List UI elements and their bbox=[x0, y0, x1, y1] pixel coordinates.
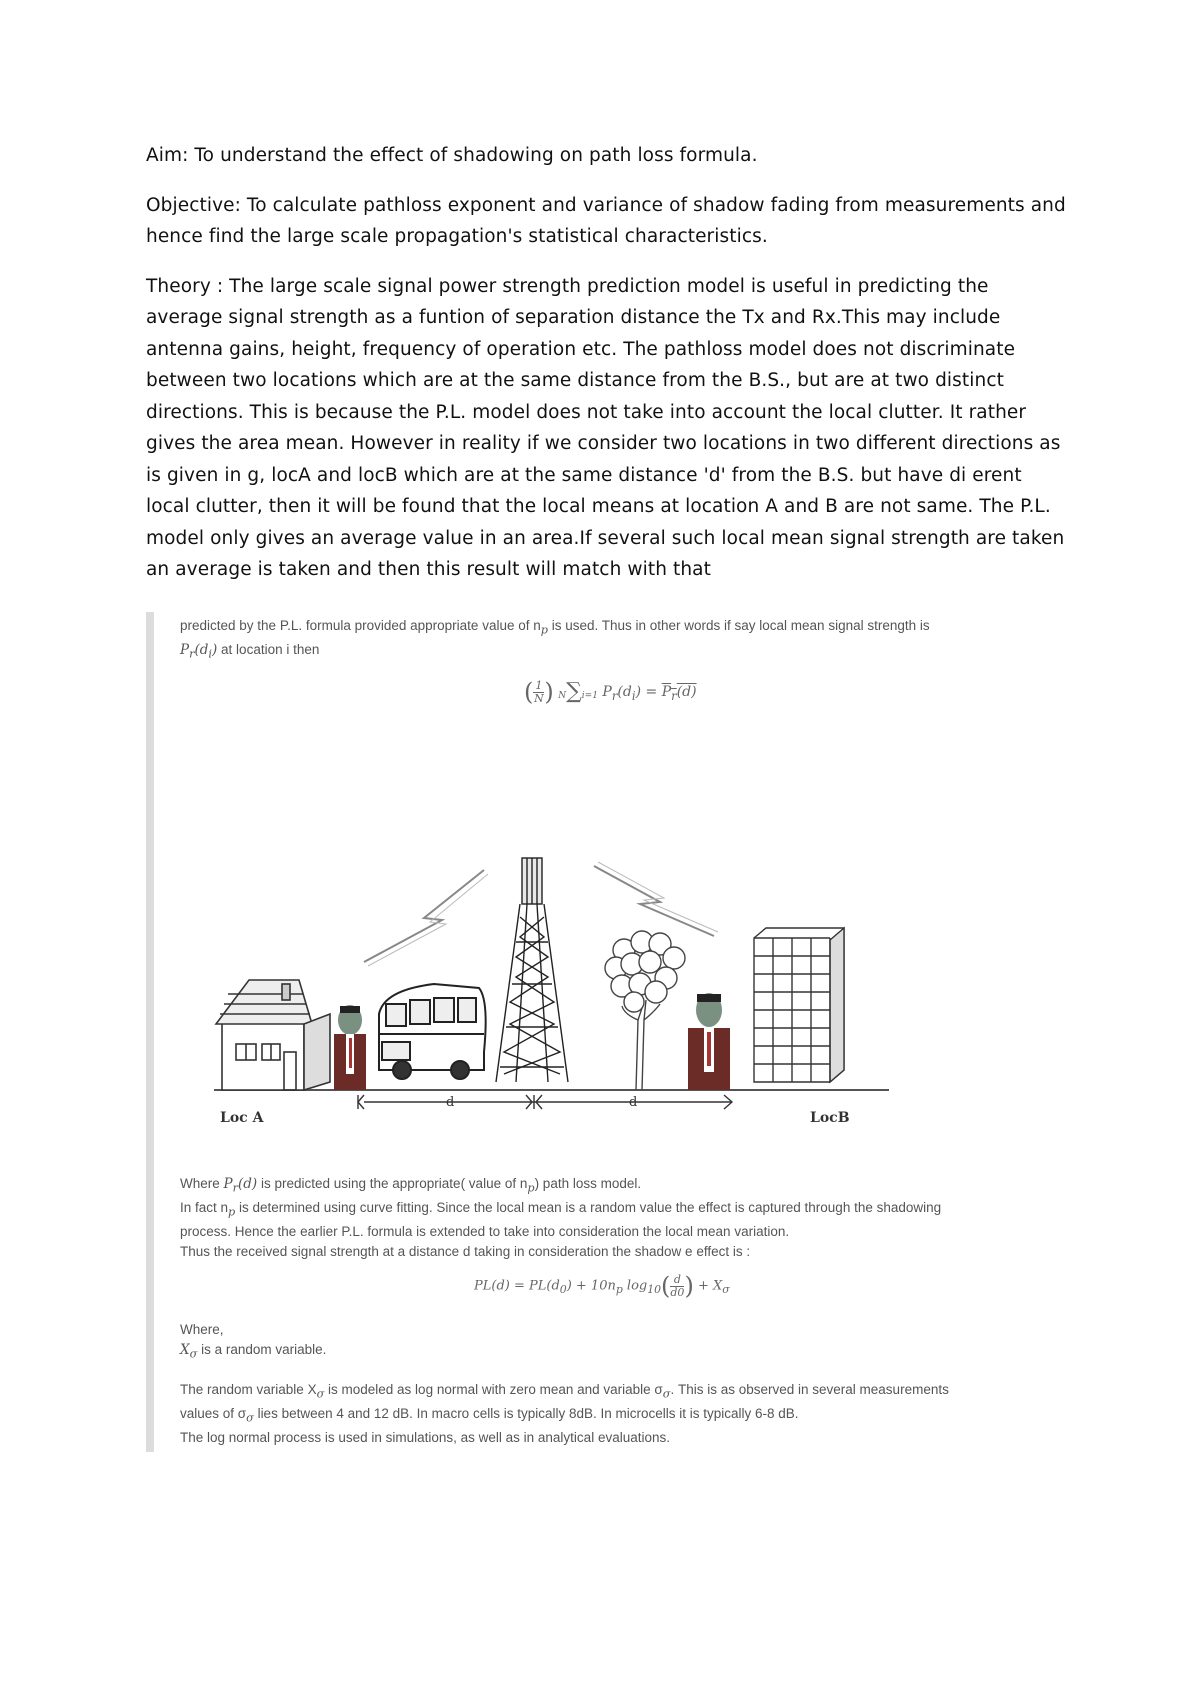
distance-label-left: d bbox=[446, 1095, 455, 1110]
where-line-3: process. Hence the earlier P.L. formula is extended to take into consideration the local mean variation. bbox=[180, 1224, 790, 1240]
person-right bbox=[688, 993, 730, 1090]
where-line-1: Where $P_r(d)$ is predicted using the appropriate( value of $n_p$) path loss model. bbox=[180, 1176, 642, 1195]
where-line-4: Thus the received signal strength at a distance d taking in consideration the shadow e effect is : bbox=[180, 1243, 751, 1259]
house-illustration bbox=[216, 980, 330, 1090]
rv-line-1: The random variable $X_\sigma$ is modeled as log normal with zero mean and variable $\sigma_\sigma$. This is as observed in several measurements bbox=[180, 1382, 949, 1401]
mean-equation: ( $\frac{1}{N}$ ) N∑i=1 $P_r(d_i) = P_r(d)$ bbox=[524, 678, 697, 706]
random-variable-block bbox=[180, 1380, 1060, 1448]
tree-illustration bbox=[605, 931, 685, 1090]
loc-a-label: Loc A bbox=[220, 1110, 264, 1126]
where-line-2: In fact $n_p$ is determined using curve fitting. Since the local mean is a random value the effect is captured through the shadowing bbox=[180, 1200, 942, 1219]
bus-illustration bbox=[379, 984, 486, 1079]
where-variable-block bbox=[180, 1320, 1060, 1364]
rv-line-3: The log normal process is used in simulations, as well as in analytical evaluations. bbox=[180, 1430, 670, 1446]
distance-markers bbox=[358, 1095, 732, 1109]
document-body bbox=[146, 140, 1066, 604]
building-illustration bbox=[754, 928, 844, 1082]
where-block bbox=[180, 1174, 1060, 1261]
loc-b-label: LocB bbox=[810, 1110, 850, 1126]
shadowing-diagram bbox=[154, 752, 1054, 1172]
theory-paragraph: Theory : The large scale signal power strength prediction model is useful in predicting the average signal strength as a funtion of separation distance the Tx and Rx.This may include antenna gains, height, frequency of operation etc. The pathloss model does not discriminate between two locations which are at the same distance from the B.S., but are at two distinct directions. This is because the P.L. model does not take into account the local clutter. It rather gives the area mean. However in reality if we consider two locations in two different directions as is given in g, locA and locB which are at the same distance 'd' from the B.S. but have di erent local clutter, then it will be found that the local means at location A and B are not same. The P.L. model only gives an average value in an area.If several such local mean signal strength are taken an average is taken and then this result will match with that bbox=[146, 275, 1065, 580]
embedded-screenshot bbox=[146, 612, 1068, 1452]
distance-label-right: d bbox=[629, 1095, 638, 1110]
signal-lightning-right bbox=[594, 866, 714, 936]
person-left bbox=[334, 1005, 366, 1090]
intro-line-2: $P_r(d_i)$ at location i then bbox=[180, 642, 320, 661]
aim-paragraph: Aim: To understand the effect of shadowing on path loss formula. bbox=[146, 145, 758, 166]
where-label: Where, bbox=[180, 1322, 224, 1337]
rv-line-2: values of $\sigma_\sigma$ lies between 4 and 12 dB. In macro cells is typically 8dB. In microcells it is typically 6-8 dB. bbox=[180, 1406, 799, 1425]
objective-paragraph: Objective: To calculate pathloss exponent and variance of shadow fading from measurements and hence find the large scale propagation's statistical characteristics. bbox=[146, 194, 1066, 247]
pathloss-equation: $PL(d) = PL(d_0) + 10n_p$ $\log_{10}$( $\frac{d}{d0}$ ) + $X_\sigma$ bbox=[474, 1272, 730, 1300]
base-station-tower bbox=[496, 858, 568, 1082]
signal-lightning-left bbox=[364, 870, 484, 962]
x-sigma-line: $X_\sigma$ is a random variable. bbox=[180, 1341, 327, 1361]
intro-line-1: predicted by the P.L. formula provided appropriate value of $n_p$ is used. Thus in other words if say local mean signal strength is bbox=[180, 618, 930, 637]
